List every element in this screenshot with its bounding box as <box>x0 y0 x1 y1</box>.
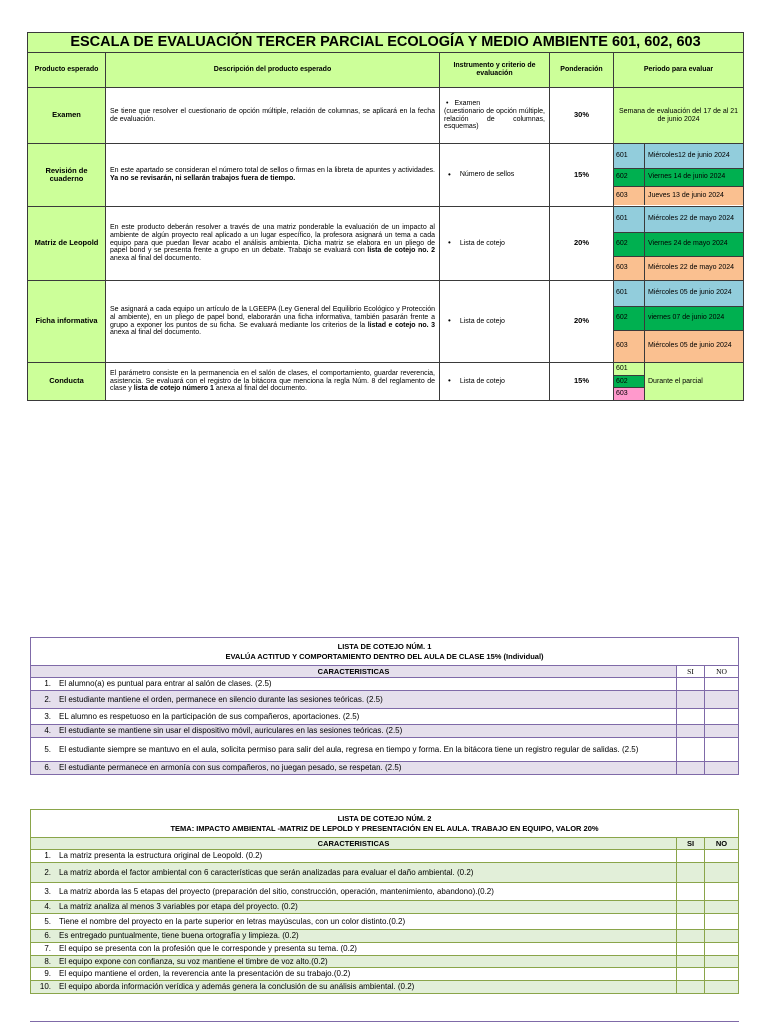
product-description: En este producto deberán resolver a través de una matriz ponderable la evaluación de un impacto al ambiente de algún proyecto real aplicado a un lugar específico, la profesora asignará un tema a cada equipo para que puedan llevar acabo el análisis ambienta. Dicha matriz se elabora en un pliego de papel bond y se presenta frente a grupo en un debate. Trabajo se evaluará con lista de cotejo no. 2 anexa al final del documento. <box>106 207 440 281</box>
header-weight: Ponderación <box>550 53 614 88</box>
period-date: viernes 07 de junio 2024 <box>645 306 744 330</box>
check-no[interactable] <box>705 980 739 993</box>
checklist-item: 2. La matriz aborda el factor ambiental con 6 características que serán analizadas para evaluar el daño ambiental. (0.2) <box>31 863 677 883</box>
product-name: Examen <box>28 88 106 144</box>
checklist-item: 4. La matriz analiza al menos 3 variables por etapa del proyecto. (0.2) <box>31 901 677 914</box>
group-label: 602 <box>614 375 645 387</box>
col-no: NO <box>705 666 739 678</box>
header-period: Periodo para evaluar <box>614 53 744 88</box>
check-no[interactable] <box>705 914 739 930</box>
product-description: Se asignará a cada equipo un artículo de la LGEEPA (Ley General del Equilibrio Ecológico y Protección al ambiente), en un pliego de papel bond, elaborarán una ficha informativa, también pasarán frente a grupo a exponer los puntos de su ficha. Se evaluará mediante los criterios de la listad e cotejo no. 3 anexa al final del documento. <box>106 281 440 363</box>
instrument: • Número de sellos <box>440 144 550 207</box>
instrument: • Lista de cotejo <box>440 207 550 281</box>
group-label: 603 <box>614 388 645 400</box>
check-no[interactable] <box>705 678 739 691</box>
row-ficha <box>28 281 744 363</box>
header-description: Descripción del producto esperado <box>106 53 440 88</box>
period-cell <box>614 281 744 363</box>
check-no[interactable] <box>705 762 739 775</box>
check-yes[interactable] <box>677 709 705 725</box>
row-leopold <box>28 207 744 281</box>
checklist-item: 1. El alumno(a) es puntual para entrar al salón de clases. (2.5) <box>31 678 677 691</box>
checklist-1-table <box>30 637 739 775</box>
row-cuaderno <box>28 144 744 207</box>
checklist-item: 6. El estudiante permanece en armonía con sus compañeros, no juegan pesado, se respetan. (2.5) <box>31 762 677 775</box>
check-yes[interactable] <box>677 914 705 930</box>
header-product: Producto esperado <box>28 53 106 88</box>
weight-value: 20% <box>550 207 614 281</box>
check-no[interactable] <box>705 901 739 914</box>
check-yes[interactable] <box>677 863 705 883</box>
check-no[interactable] <box>705 850 739 863</box>
page-title: ESCALA DE EVALUACIÓN TERCER PARCIAL ECOLOGÍA Y MEDIO AMBIENTE 601, 602, 603 <box>28 33 744 53</box>
check-yes[interactable] <box>677 980 705 993</box>
checklist-item: 5. Tiene el nombre del proyecto en la parte superior en letras mayúsculas, con un color distinto.(0.2) <box>31 914 677 930</box>
period-text: Semana de evaluación del 17 de al 21 de junio 2024 <box>614 88 744 144</box>
weight-value: 20% <box>550 281 614 363</box>
group-label: 601 <box>614 207 645 232</box>
col-characteristics: CARACTERISTICAS <box>31 838 677 850</box>
product-description: El parámetro consiste en la permanencia en el salón de clases, el comportamiento, guardar reverencia, asistencia. Se evaluará con el registro de la bitácora que menciona la regla Núm. 8 del reglamento de clase y lista de cotejo número 1 anexa al final del documento. <box>106 363 440 401</box>
period-date: Viernes 24 de mayo 2024 <box>645 232 744 256</box>
check-yes[interactable] <box>677 678 705 691</box>
check-no[interactable] <box>705 691 739 709</box>
group-label: 601 <box>614 281 645 306</box>
check-no[interactable] <box>705 930 739 943</box>
period-cell <box>614 207 744 281</box>
period-date: Viernes 14 de junio 2024 <box>645 168 744 186</box>
checklist-item: 3. EL alumno es respetuoso en la participación de sus compañeros, aportaciones. (2.5) <box>31 709 677 725</box>
header-instrument: Instrumento y criterio de evaluación <box>440 53 550 88</box>
check-no[interactable] <box>705 883 739 901</box>
checklist-title: LISTA DE COTEJO NÚM. 2 TEMA: IMPACTO AMBIENTAL -MATRIZ DE LEPOLD Y PRESENTACIÓN EN EL AULA. TRABAJO EN EQUIPO, VALOR 20% <box>31 810 739 838</box>
group-label: 603 <box>614 186 645 205</box>
period-date: Miércoles 22 de mayo 2024 <box>648 264 734 272</box>
check-no[interactable] <box>705 968 739 981</box>
period-date: Miércoles 22 de mayo 2024 <box>645 207 744 232</box>
col-yes: SI <box>677 666 705 678</box>
check-yes[interactable] <box>677 691 705 709</box>
product-name: Ficha informativa <box>28 281 106 363</box>
product-name: Conducta <box>28 363 106 401</box>
check-yes[interactable] <box>677 738 705 762</box>
row-examen <box>28 88 744 144</box>
product-name: Revisión de cuaderno <box>28 144 106 207</box>
check-yes[interactable] <box>677 955 705 968</box>
group-label: 602 <box>614 306 645 330</box>
check-yes[interactable] <box>677 850 705 863</box>
period-date: Jueves 13 de junio 2024 <box>648 191 724 199</box>
checklist-item: 10. El equipo aborda información verídica y además genera la conclusión de su análisis ambiental. (0.2) <box>31 980 677 993</box>
col-no: NO <box>705 838 739 850</box>
period-cell <box>614 144 744 207</box>
row-conducta <box>28 363 744 401</box>
check-yes[interactable] <box>677 725 705 738</box>
col-yes: SI <box>677 838 705 850</box>
checklist-item: 1. La matriz presenta la estructura original de Leopold. (0.2) <box>31 850 677 863</box>
check-no[interactable] <box>705 725 739 738</box>
product-name: Matriz de Leopold <box>28 207 106 281</box>
check-yes[interactable] <box>677 762 705 775</box>
checklist-item: 4. El estudiante se mantiene sin usar el dispositivo móvil, auriculares en las sesiones teóricas. (2.5) <box>31 725 677 738</box>
group-label: 602 <box>614 168 645 186</box>
checklist-item: 5. El estudiante siempre se mantuvo en el aula, solicita permiso para salir del aula, regresa en tiempo y forma. En la bitácora tiene un registro regular de salidas. (2.5) <box>31 738 677 762</box>
check-yes[interactable] <box>677 930 705 943</box>
check-yes[interactable] <box>677 901 705 914</box>
group-label: 603 <box>614 256 645 280</box>
evaluation-scale-table <box>27 32 744 401</box>
checklist-title: LISTA DE COTEJO NÚM. 1 EVALÚA ACTITUD Y COMPORTAMIENTO DENTRO DEL AULA DE CLASE 15% (Individual) <box>31 638 739 666</box>
period-cell <box>614 363 744 401</box>
weight-value: 30% <box>550 88 614 144</box>
checklist-item: 9. El equipo mantiene el orden, la reverencia ante la presentación de su trabajo.(0.2) <box>31 968 677 981</box>
weight-value: 15% <box>550 144 614 207</box>
checklist-2-table <box>30 809 739 994</box>
period-date: Miércoles12 de junio 2024 <box>645 144 744 168</box>
product-description: En este apartado se consideran el número total de sellos o firmas en la libreta de apuntes y actividades. Ya no se revisarán, ni sellarán trabajos fuera de tiempo. <box>106 144 440 207</box>
check-yes[interactable] <box>677 883 705 901</box>
check-no[interactable] <box>705 863 739 883</box>
check-yes[interactable] <box>677 968 705 981</box>
check-yes[interactable] <box>677 943 705 956</box>
period-text: Durante el parcial <box>645 363 744 400</box>
check-no[interactable] <box>705 709 739 725</box>
col-characteristics: CARACTERISTICAS <box>31 666 677 678</box>
weight-value: 15% <box>550 363 614 401</box>
group-label: 603 <box>614 330 645 362</box>
check-no[interactable] <box>705 955 739 968</box>
checklist-item: 2. El estudiante mantiene el orden, permanece en silencio durante las sesiones teóricas. (2.5) <box>31 691 677 709</box>
instrument: • Lista de cotejo <box>440 281 550 363</box>
period-date: Miércoles 05 de junio 2024 <box>648 342 732 350</box>
instrument: • Lista de cotejo <box>440 363 550 401</box>
group-label: 601 <box>614 363 645 375</box>
period-date: Miércoles 05 de junio 2024 <box>645 281 744 306</box>
check-no[interactable] <box>705 738 739 762</box>
check-no[interactable] <box>705 943 739 956</box>
checklist-item: 6. Es entregado puntualmente, tiene buena ortografía y limpieza. (0.2) <box>31 930 677 943</box>
checklist-item: 7. El equipo se presenta con la profesión que le corresponde y presenta su tema. (0.2) <box>31 943 677 956</box>
checklist-item: 8. El equipo expone con confianza, su voz mantiene el timbre de voz alto.(0.2) <box>31 955 677 968</box>
product-description: Se tiene que resolver el cuestionario de opción múltiple, relación de columnas, se aplicará en la fecha de evaluación. <box>106 88 440 144</box>
instrument: • Examen (cuestionario de opción múltiple, relación de columnas, esquemas) <box>440 88 550 144</box>
group-label: 601 <box>614 144 645 168</box>
bottom-divider <box>30 1021 739 1022</box>
checklist-item: 3. La matriz aborda las 5 etapas del proyecto (preparación del sitio, construcción, operación, mantenimiento, abandono).(0.2) <box>31 883 677 901</box>
group-label: 602 <box>614 232 645 256</box>
